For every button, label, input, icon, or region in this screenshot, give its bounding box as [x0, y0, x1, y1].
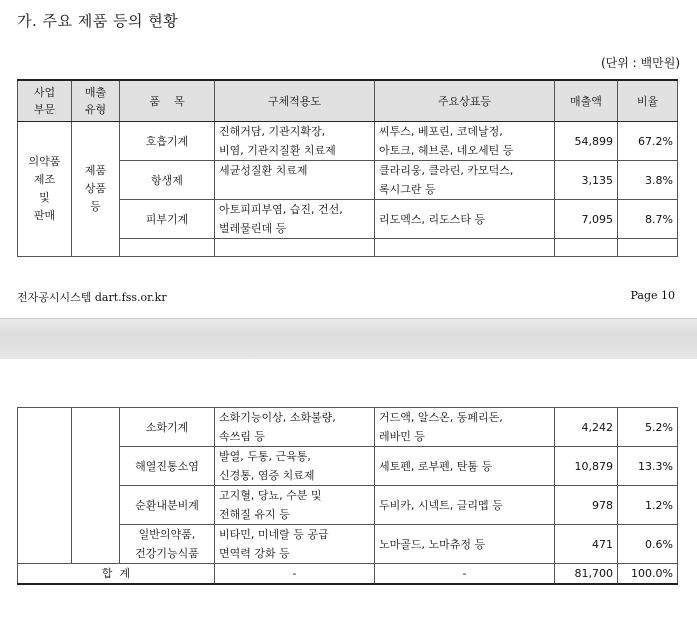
section-heading: 가. 주요 제품 등의 현황: [17, 12, 179, 30]
header-item: 품 목: [120, 80, 215, 122]
ratio-cell: 0.6%: [618, 525, 678, 564]
total-use: -: [215, 564, 375, 585]
brand-cell: 두비카, 시넥트, 글리멥 등: [375, 486, 555, 525]
use-cell: [215, 447, 375, 486]
use-cell: [215, 200, 375, 239]
brand-line: 클라리웅, 클라린, 카모덕스,: [379, 164, 514, 177]
use-line: 면역력 강화 등: [219, 547, 290, 560]
total-row: [18, 564, 678, 585]
amount-cell: 54,899: [555, 122, 618, 161]
header-use: 구체적용도: [215, 80, 375, 122]
amount-cell: 10,879: [555, 447, 618, 486]
total-ratio: 100.0%: [618, 564, 678, 585]
header-sales-type: 매출 유형: [72, 80, 120, 122]
products-table-page1: [17, 79, 678, 257]
header-brand: 주요상표등: [375, 80, 555, 122]
use-line: 비타민, 미네랄 등 공급: [219, 528, 329, 541]
brand-cell: [375, 408, 555, 447]
use-line: 벌레물린데 등: [219, 222, 287, 235]
empty-cell: [215, 239, 375, 257]
footer-page-number: Page 10: [630, 289, 675, 302]
use-line: 비염, 기관지질환 치료제: [219, 144, 336, 157]
use-cell: [215, 486, 375, 525]
ratio-cell: 5.2%: [618, 408, 678, 447]
empty-cell: [375, 239, 555, 257]
brand-line: 씨투스, 베포린, 코데날정,: [379, 125, 503, 138]
use-line: 발열, 두통, 근육통,: [219, 450, 311, 463]
use-line: [219, 180, 370, 199]
amount-cell: 978: [555, 486, 618, 525]
sales-type-cell: 제품 상품 등: [72, 122, 120, 257]
brand-line: 거드액, 알스온, 동페리돈,: [379, 411, 503, 424]
total-amount: 81,700: [555, 564, 618, 585]
business-cell: 의약품 제조 및 판매: [18, 122, 72, 257]
brand-cell: 리도멕스, 리도스타 등: [375, 200, 555, 239]
use-line: 고지혈, 당뇨, 수분 및: [219, 489, 322, 502]
page-separator: [0, 318, 697, 360]
use-line: 신경통, 염증 치료제: [219, 469, 315, 482]
total-label: 합 계: [18, 564, 215, 585]
ratio-cell: 8.7%: [618, 200, 678, 239]
ratio-cell: 67.2%: [618, 122, 678, 161]
item-cell: 소화기계: [120, 408, 215, 447]
sales-type-cell: [72, 408, 120, 564]
use-cell: [215, 525, 375, 564]
empty-cell: [120, 239, 215, 257]
use-cell: [215, 122, 375, 161]
use-line: 진해거담, 기관지확장,: [219, 125, 326, 138]
ratio-cell: 1.2%: [618, 486, 678, 525]
header-amount: 매출액: [555, 80, 618, 122]
amount-cell: 7,095: [555, 200, 618, 239]
brand-cell: 노마골드, 노마츄정 등: [375, 525, 555, 564]
empty-cell: [618, 239, 678, 257]
page-11: [0, 359, 697, 622]
use-line: 전해질 유지 등: [219, 508, 290, 521]
brand-line: 록시그란 등: [379, 183, 436, 196]
brand-cell: 세토펜, 로부펜, 탄툼 등: [375, 447, 555, 486]
use-cell: [215, 408, 375, 447]
brand-cell: [375, 122, 555, 161]
brand-line: 레바민 등: [379, 430, 426, 443]
header-row: [18, 80, 678, 122]
ratio-cell: 13.3%: [618, 447, 678, 486]
table-row: [18, 122, 678, 161]
item-cell: 항생제: [120, 161, 215, 200]
business-cell: [18, 408, 72, 564]
unit-label: (단위 : 백만원): [601, 56, 680, 70]
brand-cell: [375, 161, 555, 200]
total-brand: -: [375, 564, 555, 585]
amount-cell: 3,135: [555, 161, 618, 200]
empty-cell: [555, 239, 618, 257]
amount-cell: 471: [555, 525, 618, 564]
brand-line: 아토크, 헤브론, 네오세틴 등: [379, 144, 514, 157]
use-line: 아토피피부염, 습진, 건선,: [219, 203, 343, 216]
item-cell: 일반의약품, 건강기능식품: [120, 525, 215, 564]
amount-cell: 4,242: [555, 408, 618, 447]
ratio-cell: 3.8%: [618, 161, 678, 200]
item-cell: 피부기계: [120, 200, 215, 239]
item-cell: 해열진통소염: [120, 447, 215, 486]
use-cell: [215, 161, 375, 200]
header-business: 사업 부문: [18, 80, 72, 122]
use-line: 소화기능이상, 소화불량,: [219, 411, 336, 424]
item-cell: 순환내분비계: [120, 486, 215, 525]
use-line: 속쓰림 등: [219, 430, 266, 443]
item-cell: 호흡기계: [120, 122, 215, 161]
header-ratio: 비율: [618, 80, 678, 122]
table-row: [18, 408, 678, 447]
footer-source: 전자공시시스템 dart.fss.or.kr: [17, 291, 167, 304]
use-line: 세균성질환 치료제: [219, 164, 308, 177]
products-table-page2: [17, 407, 678, 585]
